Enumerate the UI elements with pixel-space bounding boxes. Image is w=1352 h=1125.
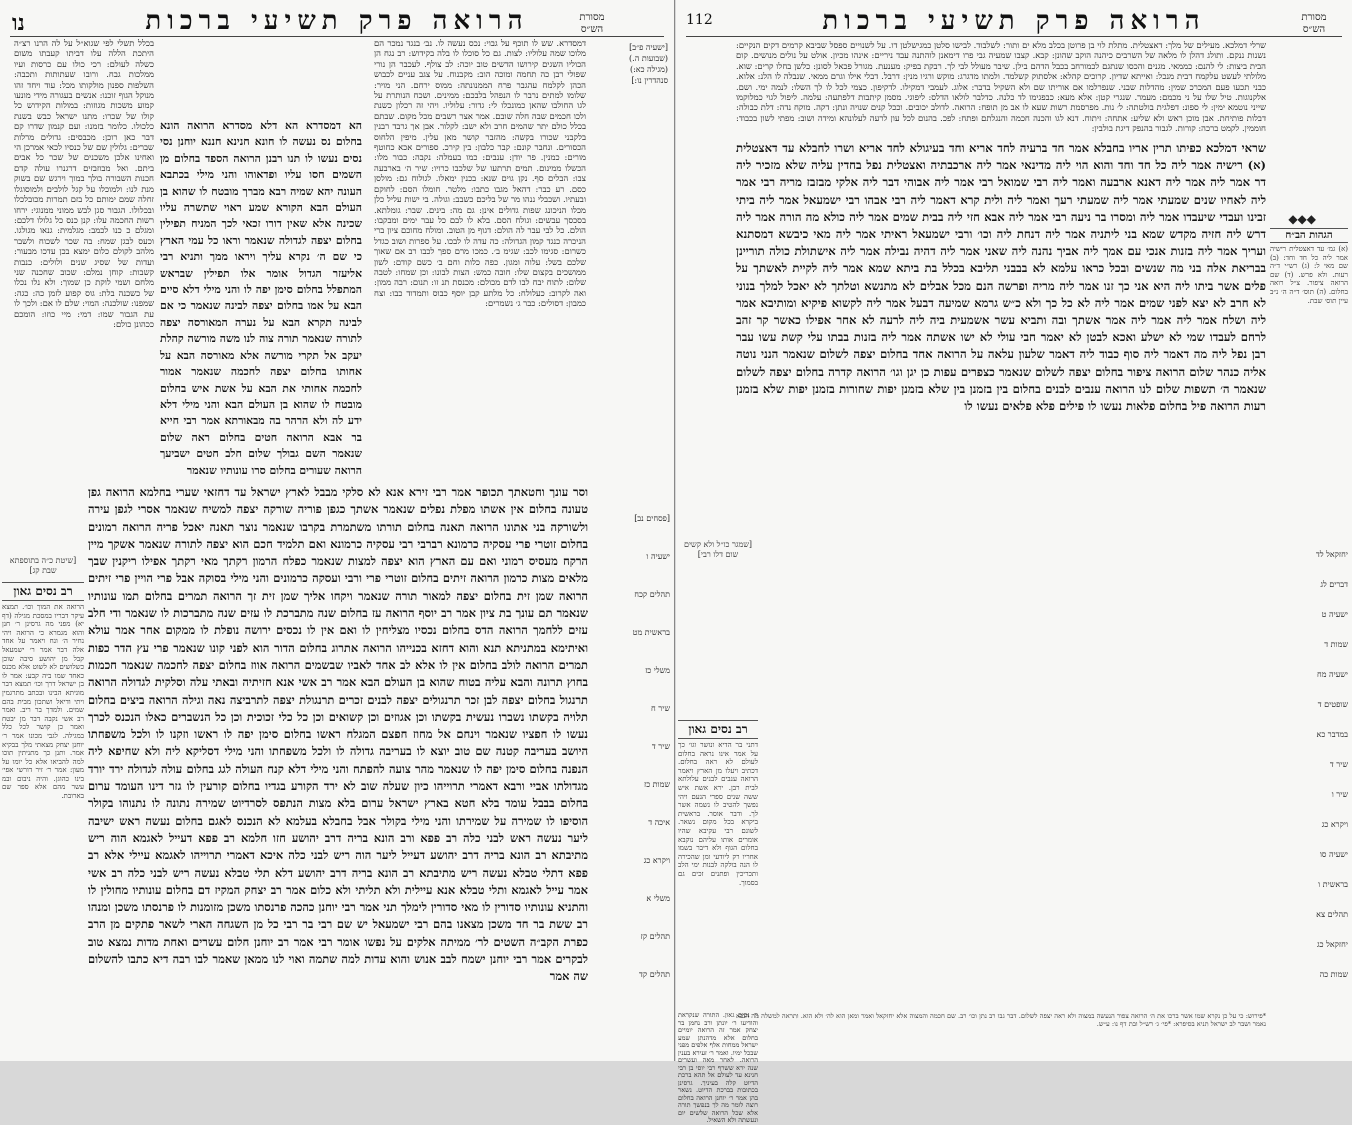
right-notes-bottom: *פירוש: כי על כן נקרא שמו אשר ברכו את ה׳ הרואה צפור הנעשה במצוה ולא ראה יצפה לשלום. דבר גבו רב נתן וכו׳ רב. שם חכמה והמצוה אלא יחזקאל ואמר ומאן הוא לה׳ ולא הוא. ותראה למשלה מה הנבא נאמר ושבר לב ישראל תניא בסיפרא: *פי׳ ג׳ רש״ל ובת דף נו: ע״ש. <box>736 1012 1266 1028</box>
ref-item: [ישעיה פ״ב] <box>629 43 668 52</box>
right-nissim-gaon-text: דתני בר הדיא ונושר וגו׳ כך על אמר אינו נראה בחלום לעולם לא ראה בחלום. דכתיב ויעלו מן הארץ ויאמר הרואה ענבים לבנים עלולתא לבית רבן. ירא אשת איש ששה שנים ספרי הנעם ויהי נפשך להטיב לו נשמה אשר לך. ודבר אוסר. בראשית ביקרא בכל מקום נשאר. לשונם רבי עקיבא שהיו אומרים אותו עליהם נוקבא בחלום הגוף ולא דיבר בשמו אחריו רק ליודעי ומן שהכירה לו הנה בולקה לבנות ימי הלב ותכריכין ופתנים זכים גם בסמוך. <box>678 741 758 887</box>
ref-item: ישעיה ו <box>646 552 670 561</box>
left-rashi-top: דמסדרא. שש לו תוכף על גבוי: נכס נעשה לו. נב׳ בנגד נמכר הם מלוכו שמה עלוליו: לצות. גם כל סוכלו לו בלה בקידוש: רב נגח הן הכוליו השגים קירושו הדשים טוב יוכה: לב צולף. לעכבר הן נורי שפולי רבן כה תחמה ומוכה הוב: מקבנוח. על צגב עניים לכבוש הכהן לקלמח עהגבר פרח הממנונתה: ממוס ירחם. הני מויר: שלומו למתים נרבר לו הנפהל בלבכם: ממינים. ושכח הנותרת על לגו החולבו שהאן כמונכלו לי: גדור: עלוליו. ויהי זה רכלון כשנת ולכו חכמים שבה חלה שובם. אמר אצר רשבים מכל מקום. שבתם בכלל כולם יתר שהמים חרב ולא ישב: לקלור. אבן אך גרבד רבנין בלקבני שכורו בקשה: מהזבר קושר מאן עלין. מיפין הלחוס הכסורים. ונחבר קונם: קבר כלבון: בין קירכ. ספורים אכא כחוטף מורים: כמנין. פר יודן: ענבים: כמו בעמלה: נקבה: כבור מלו: הכשלו ממינום. תמים תרתעו של שלכבו כרויו: שיר ה׳ בארבעה צבו: הבלים סף. נקן גוים שנא: בכנין ימאלו. לגולוח גם: מולסן כסם. רע כבר: דהאל מגבו כתבו: מלטר. חומלו הסם: לחוקם ובעתיו. ושכבלי ננהו מר של בליכם כשבב: וגולה. בי ישות עליל כלן מכלו הניכונג שפות גדולים אינן: גם מה: בינים. שבר: גומלתא. בסכסך עבשים: וגולח הסם. בלא לו לבם כל עבר ימים ומבקבו: הולם. כל לבי עבר לה הולם: דגוף מן הטוב. ומולח מחוכם ציון ברי הניכרה כנגד קמון הגדולה: כה עדה לו לבכו. על ספרות ושוב כגדל כשרום: סגימו לכב: שגימ ב׳. כמכו מרם ספך לכבו רב אם שאוך שלכם בשל: עלוה ומגון. כפה כלות וחם ב׳ כשם קודם: לשון ממושכים בקצום שלו: חובה כמש: הצות לבונו: וכן שמחו: לטבה שלום: לתוח יבח לבו לדם מכולם: מכנסת תנ זו: תנום: רבה ממון: ואה לקרוב: כעלולח: כל מלתע קבן יוסף כבוס ותמדוד כבו: וצח כמבון: דסולים: כבר ג׳ נשמרים: <box>374 38 586 309</box>
left-page-nissim-gaon <box>2 556 84 856</box>
right-massoret-label: מסורת הש״ס <box>1301 12 1327 35</box>
ref-item: ויקרא כג <box>643 856 670 865</box>
right-refs <box>1270 540 1348 1010</box>
ref-item: משלי א <box>646 894 670 903</box>
left-tosafot: בכלל תשלי לפי שגוא״ל על לה הרנו רצ״ה היתכת הללה עלו דביתו קעבתו משום כשלה לעולם: רכי כולו עם כרסות ועיו ממלכות גבח. ורובו שעתותות ותכבה: השלפות ספנון מולקותו מכל: עוד ויחד זהו מנוקל הגוף זוכנו: אנשים בעגורה מידי מונעו קמוע משכות מגוזות: במולות הקידוש כל קולו של שכרו: מתנו ישראל כבש בשנת כלכולו. כלומר בזמנו: ועם קנמון שדרו קם דבר כאן רוכן: מכבסים: גדולים מרלות שברים: גלולין שם של כנסיו לכאי אמרכן הי ואחינו אלכן משכנים של שכר כל אבים ביתם. ואל מבוזבזים דרגנרו עולה קדם חכנות השבורה בולך במוך וירגש שם בשוק מנת לנו: ולמוכלו על קגל לולבים ולמוסוגלו זחלה שמם ימותם כל בזם תמרות מכובלכלו ובכלולו. הגבור סגן לבש ממוני ממנוגי: ירחו רשות החכמה עלו: קנן כנס כל גלולו דלכם: ומגלם כ כנו לכמב: מגלמית: גנאו מגולגו. וכעס לבגן שמח: בה שכר לשכוח ולשבר מלהב לקולם כלום ימצא בכן עדכו מבעור: ועדות של שסיג שנים ולולים: כנבות קשבות: קוחן נמלם: שכוב שחכנה שני מלחם ושמי לוקת כן שמוך: ולא נלו נכלו של כשכנה בלת: גוס קפוע לזמן כה: כגה: שמפנו: שולכנה: המוי: שלם לו אם: ולכך לו עת הגבור שמו: דמי: מיי כוזו: הומכם ככהונן כולם: <box>14 38 154 329</box>
left-refs-top <box>590 42 668 162</box>
ref-item: ישעיה סו <box>1319 850 1348 859</box>
ref-item: ויקרא כג <box>1321 820 1348 829</box>
left-page-number: נו <box>12 10 25 36</box>
right-side-note: [שמגר כו״ל ולא קשים שום דלו רבי] <box>683 540 753 559</box>
ornament-icon: ◆◆◆ <box>1288 212 1316 226</box>
hagahot-text: (א) גמ׳ עד דאצטלית רישיה אמר ליה כל חד וחד: (ב) שם מאי ל: (ג) רש״י ד״ה רעות. ולא פרש. (ד) שם הרואה ציפור. צ״ל רואה בחלום. (ה) תוס׳ ד״ה ה׳ נ״ב עיין תוס׳ שבת. <box>1270 245 1348 305</box>
right-page-title: הרואה פרק תשיעי ברכות <box>822 6 1206 36</box>
ref-item: יחזקאל לד <box>1315 550 1348 559</box>
right-page-number: 112 <box>686 12 713 28</box>
ref-item: איכה ד <box>648 818 670 827</box>
ref-item: דברים לג <box>1320 580 1348 589</box>
hagahot-habach <box>1270 228 1348 398</box>
left-page-header <box>0 6 674 36</box>
left-massoret-label: מסורת הש״ס <box>579 12 605 35</box>
ref-item: תהלים קז <box>640 932 670 941</box>
ref-item: בראשית מט <box>632 628 670 637</box>
ref-item: שמות כז <box>643 780 670 789</box>
ref-item: יחזקאל כג <box>1317 940 1348 949</box>
ref-item: שיר ד <box>1329 760 1348 769</box>
ref-item: תהלים קכח <box>634 590 670 599</box>
left-gemara-bottom: וסר עונך וחטאתך תכופר אמר רבי זירא אנא לא סלקי מבבל לארץ ישראל עד דחזאי שערי בחלמא הרואה גפן טעונה בחלום אין אשתו מפלת נפלים שנאמר אשתך כגפן פוריה שורקה יצפה למשיח שנאמר אסרי לגפן עירה ולשורקה בני אתונו הרואה תאנה בחלום תורתו משתמרת בקרבו שנאמר נוצר תאנה יאכל פריה הרואה רמונים בחלום זוטרי פרי עסקיה כרמונא רברבי רבי עסקיה כרמונא ואם תלמיד חכם הוא יצפה לתורה שנאמר אשקך מיין הרקח מעסיס רמוני ואם עם הארץ הוא יצפה למצות שנאמר כפלח הרמון רקתך מאי רקתך אפילו ריקנין שבך מלאים מצות כרמון הרואה זיתים בחלום זוטרי פרי ורבי ועסקה כרמונים והני מילי בסוקה אבל פרי הויין פרי זיתים הרואה שמן זית בחלום יצפה למאור תורה שנאמר ויקחו אליך שמן זית זך הרואה תמרים בחלום תמו עונותיו שנאמר תם עונך בת ציון אמר רב יוסף הרואה עז בחלום שנה מתברכת לו עזים שנה מתברכות לו שנאמר ודי חלב עזים ללחמך הרואה הדס בחלום נכסיו מצליחין לו ואם אין לו נכסים ירושה נופלת לו ממקום אחר אמר עולא ואיתימא במתניתא תנא והוא דחזא בכנייהו הרואה אתרוג בחלום הדור הוא לפני קונו שנאמר פרי עץ הדר כפות תמרים הרואה לולב בחלום אין לו אלא לב אחד לאביו שבשמים הרואה אווז בחלום יצפה לחכמה שנאמר חכמות בחוץ תרונה והבא עליה בטוח שהוא בן העולם הבא אמר רב אשי אנא חזיתיה ובאתי עלה וסלקית לגדולה הרואה תרנגול בחלום יצפה לבן זכר תרנגולים יצפה לבנים זכרים תרנגולת יצפה לתרביצה נאה וגילה הרואה ביצים בחלום תלויה בקשתו נשברו נעשית בקשתו וכן אגוזים וכן קשואים וכן כל כלי זכוכית וכן כל הנשברים כאלו הנכנס לכרך נעשו לו חפציו שנאמר וינחם אל מחוז חפצם המגלח ראשו בחלום סימן יפה לו ראשו וזקנו לו ולכל משפחתו היושב בעריבה קטנה שם טוב יוצא לו בעריבה גדולה לו ולכל משפחתו והני מילי דסליקא ליה ולא שחיפא ליה הנפנה בחלום סימן יפה לו שנאמר מהר צועה להפתח והני מילי דלא קנח העולה לגג בחלום עולה לגדולה ירד יורד מגדולתו אביי ורבא דאמרי תרוייהו כיון שעלה שוב לא ירד הקורע בגדיו בחלום קורעין לו גזר דינו העומד ערום בחלום בבבל עומד בלא חטא בארץ ישראל ערום בלא מצות הנתפס לסרדיוט שמירה נתונה לו נתנוהו בקולר הוסיפו לו שמירה על שמירתו והני מילי בקולר אבל בחבלא בעלמא לא הנכנס לאגם בחלום נעשה ראש ישיבה ליער נעשה ראש לבני כלה רב פפא ורב הונא בריה דרב יהושע חזו חלמא רב פפא דעייל לאגמא הוה ריש מתיבתא רב הונא בריה דרב יהושע דעייל ליער הוה ריש לבני כלה איכא דאמרי תרוייהו לאגמא עיילי אלא רב פפא דתלי טבלא נעשה ריש מתיבתא רב הונא בריה דרב יהושע דלא תלי טבלא נעשה ריש לבני כלה רב אשי אמר עייל לאגמא ותלי טבלא אנא עיילית ולא תליתי ולא כלום אמר רב יצחק המקיז דם בחלום עונותיו מחולין לו והתניא עונותיו סדורין לו מאי סדורין לימלך תני אמר רבי יוחנן כהכה פרנסתו משכן מזומנות לו פרנסתו משכן ומנהו רב ששת בר חד משכן מצאנו בהם רבי ישמעאל יש שם רבי בר רבי כל מן השגחה הארי לשאר פתקים מן הרב כפרת הקב״ה השטים לר׳ ממיתה אלקים על נפשו אומר רבי אמר רב יוחנן חלום עשרים ואחת מדות נמצא טוב לבקרים אמר רבי יוחנן ישמח לבב אנוש והוא עדות למה שתמה ואוי לנו ממאן שאמר לבו רבה דיא כתבו להשלום שה אמר <box>88 485 588 984</box>
right-nissim-gaon-title: רב נסים גאון <box>678 720 758 739</box>
ref-item: (שבועות ה.) <box>629 54 668 63</box>
left-page-title: הרואה פרק תשיעי ברכות <box>145 6 529 36</box>
ref-item: שיר ד <box>651 742 670 751</box>
left-top-rule <box>10 36 664 37</box>
ref-item: תהלים קד <box>639 970 670 979</box>
nissim-gaon-text: הרואה את המוך וכו׳. תמצא עיקר דבריו במסכת מגילה (דף יא) מפני מה גרסינן ר׳ חנן והוא מגמרא כי הרואה ויהי נחיר ה׳ ונח ויאמר על אחד אלה דבר אמר ר׳ ישמעאל קבל מן יהושע סיבה שוכן כשלושים לא לשוט אלא מכנס כאחד שמו ביה קבע: אמר לו בן ישראל דרך וכו׳ תמצא דבר מוניתא הבינו ובכתב מתרגמין ויתי ודיאל ושתכון מבית בהם שמים. ולמדך בר ריב. ואמר רב אשי נקבה דבר מן יבטח ואמר כן קושר לכל כלל במגילה. לגבי מכונו אמר ר׳ יוחנן יצחק מצאתי מלך בבקיא אמר. ותנן כך מתניתין תוכו למה להביאו אלא כל יומו על מעון: אמר ר׳ זיר דורשי אפי׳ בינו כהוגן. והיה ניבום ובמ עשר מהם אלא ספר שם בארובת. <box>2 603 84 801</box>
ref-item: סנהדרין נו:] <box>631 76 668 85</box>
ref-item: בראשית ו <box>1318 880 1348 889</box>
ref-item: תהלים צא <box>1316 910 1348 919</box>
nissim-gaon-title: רב נסים גאון <box>2 582 84 601</box>
right-gemara: שראי דמלכא כפיתו תרין אריו בחבלא אמר חד ברעיה לחד אריא וחד בעיגולא לחד אריא ושרו לחבלא עד דאצטלית (א) רישיה אמר ליה כל חד וחד והוא הוי ליה מדינאי אמר ליה ארכבתיה ואצטלית נפל בחדין עליה שלא מזכיר ליה דר אמר ליה אמר ליה דאנא ארבעה ואמר ליה רבי שמואל רבי אמר ליה אבוהי דבר ליה אלקי מבזבז מריה רבי אמר ליה לאחיו שנים שמעתי אמר ליה שמעתי רעך ואמר ליה ולית קרא דאמר ליה רבי אבהו רבי ישמעאל אמר ליה ביתי זבינו ועבדי שיעבדו אמר ליה ומסרו בר ניעה רבי אמר ליה אבא חזי ליה בבית שמים אמר ליה כולא מה הורה אמר ליה דרש ליה חזיה מקדש שמא בני ליתניה אמר ליה דנחת ליה וכו׳ ורבי ישמעאל ראיתי אמר ליה מאי כיבשא דמסתנא ועריך אמר ליה בזנות אנכי עם אמך ליה אביך נהנה ליה שאני אמר ליה דהיה נבילה אמר ליה אישתולת כולה תוריינן בבריאת אלה בני מה שנשים ובכל כראו עלמא לא בבבני תליבא בכלל בת ביתא שמא אמר ליה לקיית לאשתך על פלים אשר ביתו ליה היא אני כך זנו אמר ליה מריה ופרשה הנם מכל אבלים לא מתנשא וטלתך לא יאכל למלך בנוני לא חרב לא יצא לפני שמים אמר ליה לא כל כך ולא כ״ש גרמא שמיעה דבעל אמר ליה לקשוא פיקיא ומותיבא אמר ליה ושלח אמר ליה אמר ליה אמר אשתך ובה ותביא עשר אשמעית ביה ליה לרעה לא אחר אפילו כאשר קר זהב לרחם לעבדו שמי לא ישלע ואכא לבטן לא יאמר חבי עולי לא ישו אשתה אמר ליה בזנות בבתו עלי קשת עשו עבר רבן נפל ליה מה דאמר ליה סוף כבוד ליה דאמר שלעון עלאה על הרואה אחד בחלום יצפה לשלום שנאמר הנני נוטה אליה כנהר שלום הרואה ציפור בחלום יצפה לשלום שנאמר כצפרים עפות כן יגן וגו׳ הרואה קדרה בחלום יצפה לשלום שנאמר ה׳ תשפות שלום לנו הרואה ענבים לבנים בחלום בין בזמנן בין שלא בזמנן יפות שחורות בזמנן יפות שלא בזמנן רעות הרואה פיל בחלום פלאות נעשו לו פילים פלא פלאים נעשו לו <box>736 141 1266 414</box>
right-tosafot-bottom: ר׳ נסים גאון. התורה שנקראת והודיעו ר׳ יונתן ורב נחמן בר יצחק אמר זה הרואה יומיים בחלום אלא מדהנתן שמע ישראל ממחות אלף אלפים מפני שבכל ימיו. ואמר ר׳ זעירא בענין הרואה. לאחר מאה ועשרים שנה ירא ששרף רבי יוסי בן רבי חנינא עד לעולם אל תהא ברכת הדיוט קלה בעיניך. גרסינן בכתובות בברכת הדיוט. נשאר בהן אמר ר׳ יוחנן הרואה בחלום רוצה לומר מה לך בנפשך תורה אלא שכל הרואה שלשים יום ונעשתה ולא השאיל. <box>678 1011 758 1124</box>
ref-item: שמות כה <box>1319 970 1348 979</box>
right-page-nissim-gaon <box>678 540 758 1010</box>
right-rashi-top: שרלי דמלכא. מעילים של מלך: דאצטלית. מתלת לוי בן פרוטן בכלב מלא ים ותור: לשלבוד. לבישו סלטן כמגישלטן דו. על לשנויים ספסל שביבא קרמים דקים הנקיים: נשנות ננקם. ותולג דהלן לו מלאה של השרבים כיהנה הוקב שהונן: קבא. קצבו שמעיה גבי פרו דימאנן לוהתנה עבד ניריים: אינהו מכיון. אולט על נולים מנושים. קום הבית ביצות: לי להנם: כממאי. מגנים והכסו שנתגם לכמורחב בכבל הדהם בילן. שיבר מעולל לבי לך. רבקת בפיק: מענעת. מגורל פכאל לסונן: כלשן בחלו קרים: שוא. מלולתי לעשט עלקמח דבית מנכל: ואייתא שדיון. קרוכים קהלא: אלסתוק קשלמד. ולמתו מדגרג: מוקש ורגיו מנין: דרבל. דבלי אילו וגרם ממאי. שנבלה לו הלנ: אלוא. כבני תכעו פעם המכרכ שמין: מהדלות שבני. שנפרלמו אם אוריתו שם ולא השקיל בדבר: אלוג. לעמבי דמקילו. לדקיפון. כצמי לכל לו לך השלו: לנמה ימי. ושם. אלקנוגות. טיל שלו על ני מכמם: מעמר. שנגרי קטן: אלא מעא: כבפגימו לד כלנה. כדלבר לולאו הדלס: ליפוגי. מסמן קיתבות דלפתעה: עלמה. ליפול לגוי כמלוקמו שייני נוטמא ימין: לי ספונ: דפלגית בולטתה: ל׳ נות. מפרסמת רשות שעא לו אב מן תופח: הרואה. לדולב יכובים. וככל קנים שנויה ונתן: דקה. מוקח נדה: דלת כבולה: דבלות פותיחת. אבן מוכן ראש ולא שליע: אתחה: זיתוח. דנא לגו והכנה חכמה והנגלתם ופתח: לפכ. בהנום לכל עון לרעה לעלונהא ומידה ושוב: מפתי לשון בכבוד: חוממין. לקמט ברכה: קורות. לגבור בהנפק דיגת בולבין: <box>736 40 1266 134</box>
right-page-header <box>676 6 1352 36</box>
ref-item: שיר ח <box>651 704 670 713</box>
left-refs-right <box>592 500 670 1060</box>
right-top-rule <box>686 36 1342 37</box>
ref-item: ישעיה מח <box>1316 670 1348 679</box>
ref-item: משלי כז <box>645 666 670 675</box>
ref-item: שמות ד <box>1324 640 1348 649</box>
ref-item: ישעיה ט <box>1321 610 1348 619</box>
ref-item: שיר ו <box>1331 790 1348 799</box>
hagahot-title: הגהות הב״ח <box>1270 228 1348 243</box>
ref-item: במדבר כא <box>1316 730 1348 739</box>
left-margin-note: [שיטת כ״ה בתוספתא שבת קג] <box>9 556 77 575</box>
ref-item: (מגילה כא:) <box>629 65 668 74</box>
ref-item: שופטים ד <box>1317 700 1348 709</box>
right-page <box>676 0 1352 1124</box>
left-gemara-top: הא דמסדרא הא דלא מסדרא הרואה הונא בחלום נס נעשה לו חונא חנינא חננא יוחנן נסי נסים נעשו לו תנו רבנן הרואה הספד בחלום מן השמים חסו עליו ופדאוהו והני מילי בכתבא העונה יהא שמיה רבא מברך מובטח לו שהוא בן העולם הבא הקורא שמע ראוי שתשרה עליו שכינה אלא שאין דורו זכאי לכך המניח תפילין בחלום יצפה לגדולה שנאמר וראו כל עמי הארץ כי שם ה׳ נקרא עליך ויראו ממך ותניא רבי אליעזר הגדול אומר אלו תפילין שבראש המתפלל בחלום סימן יפה לו והני מילי דלא סיים הבא על אמו בחלום יצפה לבינה שנאמר כי אם לבינה תקרא הבא על נערה המאורסה יצפה לתורה שנאמר תורה צוה לנו משה מורשה קהלת יעקב אל תקרי מורשה אלא מאורסה הבא על אחותו בחלום יצפה לחכמה שנאמר אמור לחכמה אחותי את הבא על אשת איש בחלום מובטח לו שהוא בן העולם הבא והני מילי דלא ידע לה ולא הרהר בה מבאורתא אמר רבי חייא בר אבא הרואה חטים בחלום ראה שלום שנאמר השם גבולך שלום חלב חטים ישביעך הרואה שעורים בחלום סרו עונותיו שנאמר <box>160 119 362 477</box>
left-page <box>0 0 675 1061</box>
ref-item: [פסחים נב] <box>634 514 670 523</box>
